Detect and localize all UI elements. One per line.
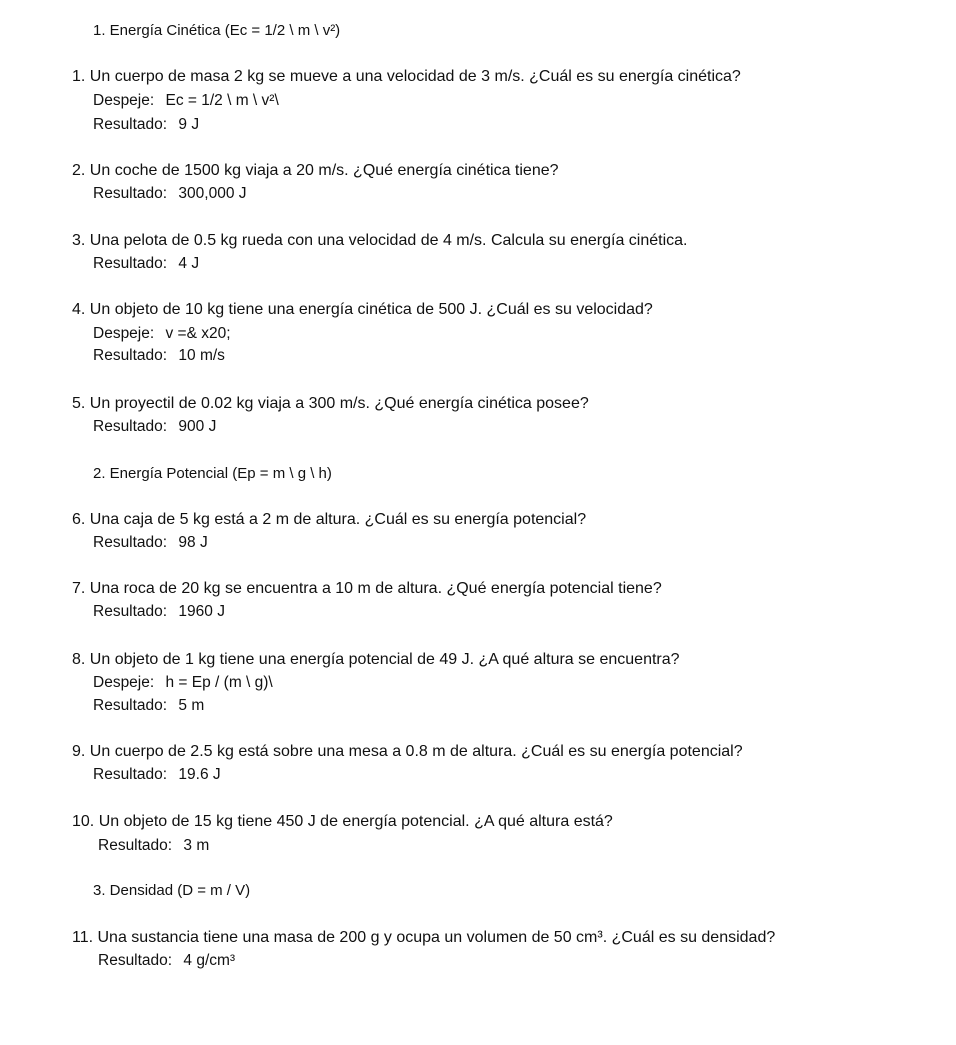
result-value: 5 m: [178, 697, 205, 714]
problem-1-despeje: [93, 91, 279, 111]
result-label: Resultado:: [93, 697, 168, 714]
problem-2-question: 2. Un coche de 1500 kg viaja a 20 m/s. ¿Qué energía cinética tiene?: [72, 162, 559, 179]
section-heading-density: 3. Densidad (D = m / V): [93, 882, 251, 899]
result-label: Resultado:: [93, 534, 168, 551]
problem-5-result: [93, 417, 216, 437]
despeje-value: h = Ep / (m \ g)\: [165, 674, 273, 691]
despeje-value: v =& x20;: [165, 325, 231, 342]
result-label: Resultado:: [98, 952, 173, 969]
result-value: 4 g/cm³: [183, 952, 236, 969]
despeje-value: Ec = 1/2 \ m \ v²\: [165, 92, 279, 109]
result-label: Resultado:: [98, 837, 173, 854]
result-label: Resultado:: [93, 255, 168, 272]
despeje-label: Despeje:: [93, 325, 155, 342]
problem-8-result: [93, 696, 204, 716]
problem-5-question: 5. Un proyectil de 0.02 kg viaja a 300 m/s. ¿Qué energía cinética posee?: [72, 395, 589, 412]
result-label: Resultado:: [93, 185, 168, 202]
result-value: 3 m: [183, 837, 210, 854]
problem-7-result: [93, 602, 225, 622]
problem-3-question: 3. Una pelota de 0.5 kg rueda con una velocidad de 4 m/s. Calcula su energía cinética.: [72, 232, 688, 249]
result-value: 1960 J: [178, 603, 225, 620]
problem-8-question: 8. Un objeto de 1 kg tiene una energía potencial de 49 J. ¿A qué altura se encuentra?: [72, 651, 680, 668]
result-label: Resultado:: [93, 418, 168, 435]
problem-4-despeje: [93, 324, 231, 344]
problem-9-result: [93, 765, 221, 785]
problem-6-question: 6. Una caja de 5 kg está a 2 m de altura. ¿Cuál es su energía potencial?: [72, 511, 587, 528]
result-value: 300,000 J: [178, 185, 247, 202]
problem-9-question: 9. Un cuerpo de 2.5 kg está sobre una mesa a 0.8 m de altura. ¿Cuál es su energía potencial?: [72, 743, 743, 760]
problem-4-result: [93, 346, 225, 366]
problem-6-result: [93, 533, 208, 553]
problem-1-result: [93, 115, 199, 135]
problem-7-question: 7. Una roca de 20 kg se encuentra a 10 m de altura. ¿Qué energía potencial tiene?: [72, 580, 662, 597]
problem-8-despeje: [93, 673, 273, 693]
result-value: 4 J: [178, 255, 200, 272]
section-heading-potential-energy: 2. Energía Potencial (Ep = m \ g \ h): [93, 465, 332, 482]
problem-11-question: 11. Una sustancia tiene una masa de 200 g y ocupa un volumen de 50 cm³. ¿Cuál es su densidad?: [72, 929, 776, 946]
despeje-label: Despeje:: [93, 674, 155, 691]
result-value: 10 m/s: [178, 347, 225, 364]
result-value: 900 J: [178, 418, 217, 435]
problem-10-result: [98, 836, 209, 856]
despeje-label: Despeje:: [93, 92, 155, 109]
problem-4-question: 4. Un objeto de 10 kg tiene una energía cinética de 500 J. ¿Cuál es su velocidad?: [72, 301, 653, 318]
result-label: Resultado:: [93, 116, 168, 133]
result-label: Resultado:: [93, 347, 168, 364]
problem-11-result: [98, 951, 235, 971]
result-value: 19.6 J: [178, 766, 221, 783]
result-value: 98 J: [178, 534, 208, 551]
result-value: 9 J: [178, 116, 200, 133]
section-heading-kinetic-energy: 1. Energía Cinética (Ec = 1/2 \ m \ v²): [93, 22, 341, 39]
problem-2-result: [93, 184, 247, 204]
result-label: Resultado:: [93, 766, 168, 783]
problem-1-question: 1. Un cuerpo de masa 2 kg se mueve a una velocidad de 3 m/s. ¿Cuál es su energía cinética?: [72, 68, 741, 85]
problem-10-question: 10. Un objeto de 15 kg tiene 450 J de energía potencial. ¿A qué altura está?: [72, 813, 613, 830]
result-label: Resultado:: [93, 603, 168, 620]
problem-3-result: [93, 254, 199, 274]
